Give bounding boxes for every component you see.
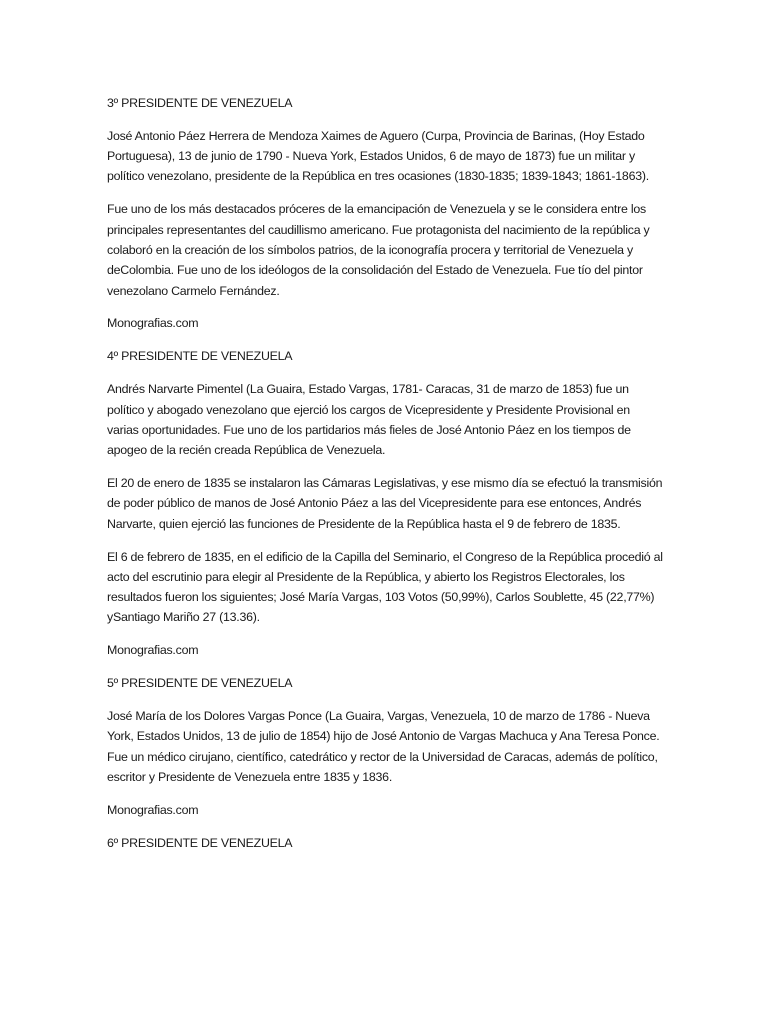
paragraph-narvarte-transfer: El 20 de enero de 1835 se instalaron las Cámaras Legislativas, y ese mismo día se efectuó la transmisión de poder público de manos de José Antonio Páez a las del Vicepresidente para ese entonces, Andrés Narvarte, quien ejerció las funciones de Presidente de la República hasta el 9 de febrero de 1835.: [107, 476, 663, 531]
section-heading-3: 3º PRESIDENTE DE VENEZUELA: [107, 96, 293, 110]
document-body: [107, 93, 663, 866]
section-heading-6: 6º PRESIDENTE DE VENEZUELA: [107, 835, 293, 850]
section-heading-5: 5º PRESIDENTE DE VENEZUELA: [107, 676, 293, 691]
source-credit: Monografias.com: [107, 643, 199, 658]
paragraph-paez-bio: José Antonio Páez Herrera de Mendoza Xaimes de Aguero (Curpa, Provincia de Barinas, (Hoy Estado Portuguesa), 13 de junio de 1790 - Nueva York, Estados Unidos, 6 de mayo de 1873) fue un militar y político venezolano, presidente de la República en tres ocasiones (1830-1835; 1839-1843; 1861-1863).: [107, 128, 649, 184]
paragraph-election-results: El 6 de febrero de 1835, en el edificio de la Capilla del Seminario, el Congreso de la República procedió al acto del escrutinio para elegir al Presidente de la República, y abierto los Registros Electorales, los resultados fueron los siguientes; José María Vargas, 103 Votos (50,99%), Carlos Soublette, 45 (22,77%) ySantiago Mariño 27 (13.36).: [107, 549, 663, 625]
section-heading-4: 4º PRESIDENTE DE VENEZUELA: [107, 349, 293, 364]
paragraph-paez-legacy: Fue uno de los más destacados próceres de la emancipación de Venezuela y se le considera entre los principales representantes del caudillismo americano. Fue protagonista del nacimiento de la república y colaboró en la creación de los símbolos patrios, de la iconografía procera y territorial de Venezuela y deColombia. Fue uno de los ideólogos de la consolidación del Estado de Venezuela. Fue tío del pintor venezolano Carmelo Fernández.: [107, 202, 650, 298]
source-credit: Monografias.com: [107, 802, 199, 817]
paragraph-narvarte-bio: Andrés Narvarte Pimentel (La Guaira, Estado Vargas, 1781- Caracas, 31 de marzo de 1853) fue un político y abogado venezolano que ejerció los cargos de Vicepresidente y Presidente Provisional en varias oportunidades. Fue uno de los partidarios más fieles de José Antonio Páez en los tiempos de apogeo de la recién creada República de Venezuela.: [107, 382, 631, 458]
source-credit: Monografias.com: [107, 316, 199, 331]
paragraph-vargas-bio: José María de los Dolores Vargas Ponce (La Guaira, Vargas, Venezuela, 10 de marzo de 1786 - Nueva York, Estados Unidos, 13 de julio de 1854) hijo de José Antonio de Vargas Machuca y Ana Teresa Ponce. Fue un médico cirujano, científico, catedrático y rector de la Universidad de Caracas, además de político, escritor y Presidente de Venezuela entre 1835 y 1836.: [107, 709, 660, 784]
